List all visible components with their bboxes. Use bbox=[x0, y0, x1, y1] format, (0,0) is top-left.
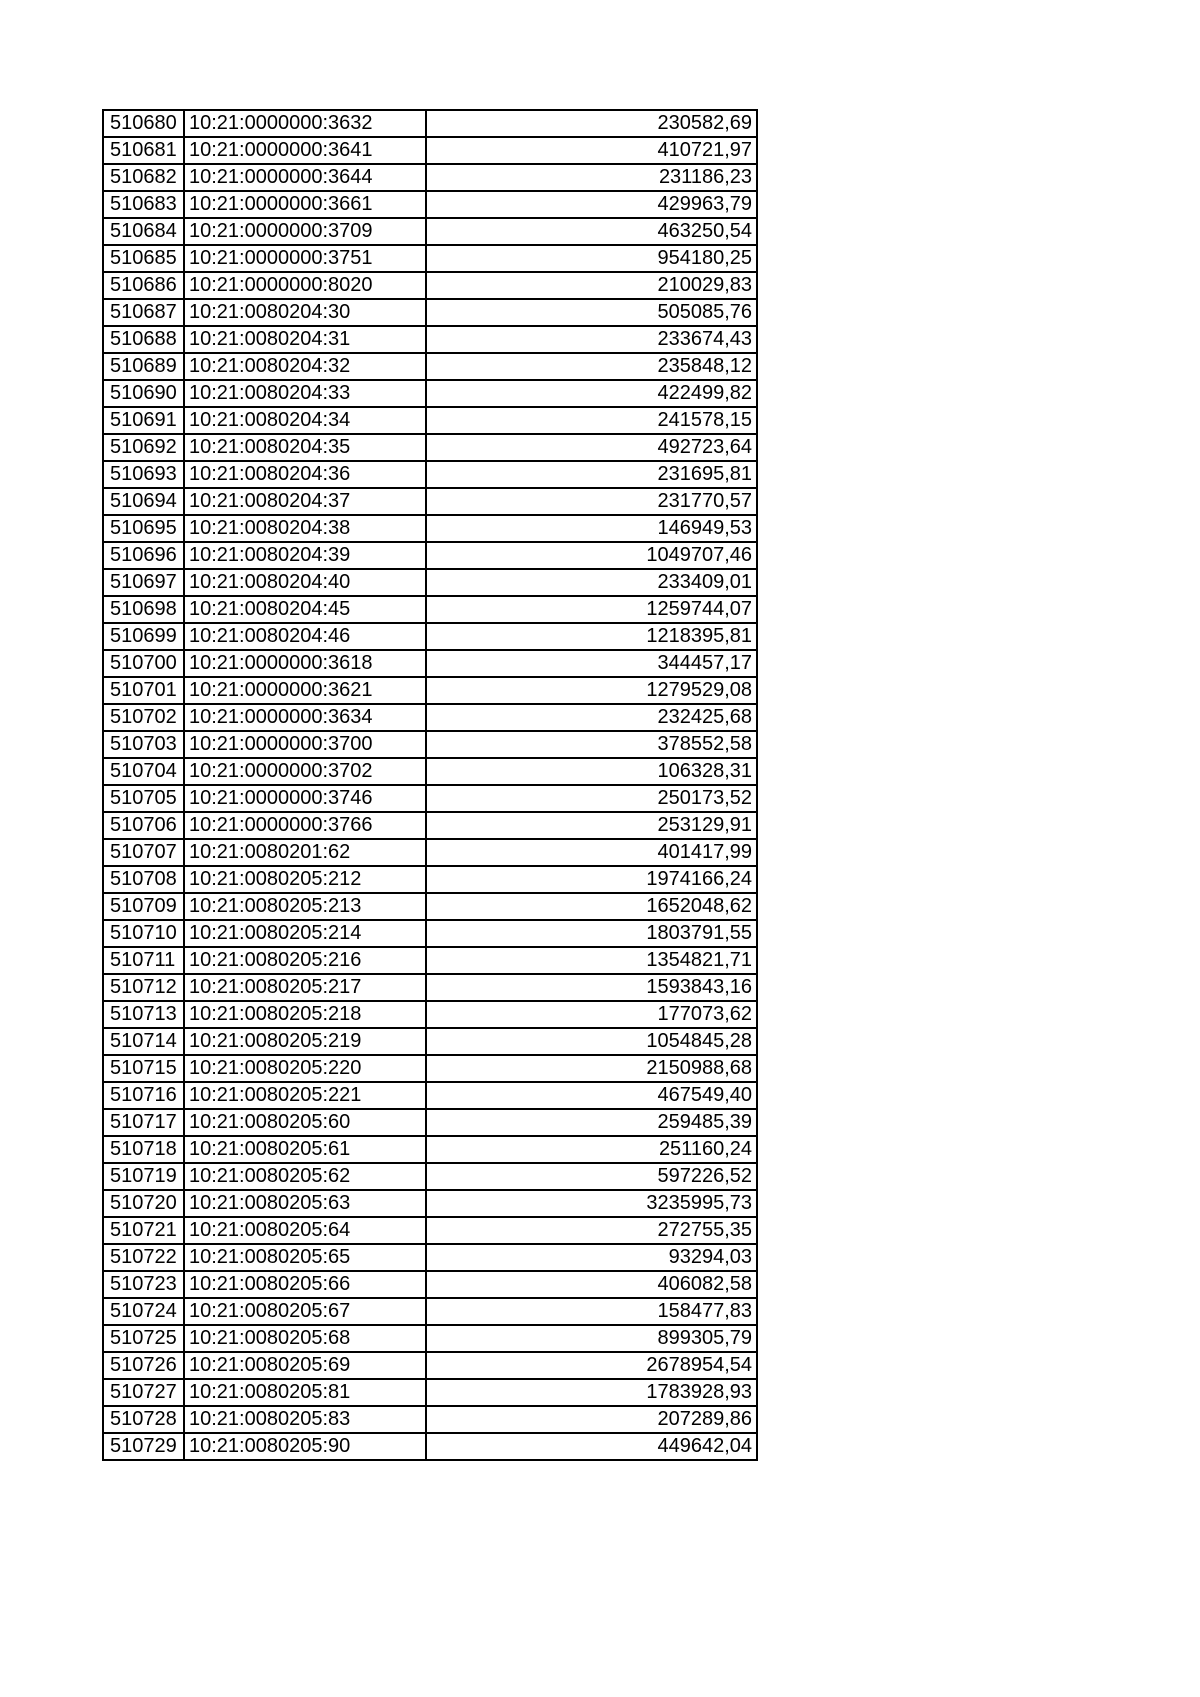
cadastral-number-cell: 10:21:0000000:3661 bbox=[184, 191, 426, 218]
table-row bbox=[103, 920, 757, 947]
row-id-cell: 510685 bbox=[103, 245, 184, 272]
table-row bbox=[103, 380, 757, 407]
value-cell: 954180,25 bbox=[426, 245, 757, 272]
cadastral-number-cell: 10:21:0080205:60 bbox=[184, 1109, 426, 1136]
table-row bbox=[103, 1190, 757, 1217]
table-row bbox=[103, 272, 757, 299]
value-cell: 378552,58 bbox=[426, 731, 757, 758]
cadastral-number-cell: 10:21:0080201:62 bbox=[184, 839, 426, 866]
value-cell: 250173,52 bbox=[426, 785, 757, 812]
table-row bbox=[103, 1028, 757, 1055]
value-cell: 2678954,54 bbox=[426, 1352, 757, 1379]
cadastral-number-cell: 10:21:0080204:34 bbox=[184, 407, 426, 434]
cadastral-number-cell: 10:21:0000000:3634 bbox=[184, 704, 426, 731]
cadastral-number-cell: 10:21:0000000:3746 bbox=[184, 785, 426, 812]
cadastral-number-cell: 10:21:0080205:83 bbox=[184, 1406, 426, 1433]
value-cell: 2150988,68 bbox=[426, 1055, 757, 1082]
value-cell: 410721,97 bbox=[426, 137, 757, 164]
row-id-cell: 510689 bbox=[103, 353, 184, 380]
value-cell: 1279529,08 bbox=[426, 677, 757, 704]
cadastral-number-cell: 10:21:0080205:68 bbox=[184, 1325, 426, 1352]
cadastral-number-cell: 10:21:0080204:46 bbox=[184, 623, 426, 650]
cadastral-number-cell: 10:21:0000000:3618 bbox=[184, 650, 426, 677]
table-row bbox=[103, 569, 757, 596]
cadastral-number-cell: 10:21:0080205:90 bbox=[184, 1433, 426, 1460]
cadastral-number-cell: 10:21:0000000:3700 bbox=[184, 731, 426, 758]
row-id-cell: 510699 bbox=[103, 623, 184, 650]
value-cell: 1974166,24 bbox=[426, 866, 757, 893]
cadastral-number-cell: 10:21:0080205:216 bbox=[184, 947, 426, 974]
row-id-cell: 510729 bbox=[103, 1433, 184, 1460]
cadastral-number-cell: 10:21:0080205:217 bbox=[184, 974, 426, 1001]
value-cell: 93294,03 bbox=[426, 1244, 757, 1271]
cadastral-number-cell: 10:21:0000000:8020 bbox=[184, 272, 426, 299]
row-id-cell: 510719 bbox=[103, 1163, 184, 1190]
cadastral-number-cell: 10:21:0080205:212 bbox=[184, 866, 426, 893]
row-id-cell: 510688 bbox=[103, 326, 184, 353]
row-id-cell: 510704 bbox=[103, 758, 184, 785]
row-id-cell: 510708 bbox=[103, 866, 184, 893]
value-cell: 1783928,93 bbox=[426, 1379, 757, 1406]
value-cell: 259485,39 bbox=[426, 1109, 757, 1136]
table-row bbox=[103, 839, 757, 866]
value-cell: 505085,76 bbox=[426, 299, 757, 326]
cadastral-number-cell: 10:21:0000000:3702 bbox=[184, 758, 426, 785]
value-cell: 3235995,73 bbox=[426, 1190, 757, 1217]
table-row bbox=[103, 650, 757, 677]
cadastral-number-cell: 10:21:0080205:63 bbox=[184, 1190, 426, 1217]
cadastral-number-cell: 10:21:0080204:35 bbox=[184, 434, 426, 461]
table-row bbox=[103, 353, 757, 380]
table-row bbox=[103, 1163, 757, 1190]
cadastral-number-cell: 10:21:0080204:32 bbox=[184, 353, 426, 380]
value-cell: 1218395,81 bbox=[426, 623, 757, 650]
cadastral-number-cell: 10:21:0080204:36 bbox=[184, 461, 426, 488]
row-id-cell: 510680 bbox=[103, 110, 184, 137]
cadastral-number-cell: 10:21:0080205:67 bbox=[184, 1298, 426, 1325]
value-cell: 422499,82 bbox=[426, 380, 757, 407]
row-id-cell: 510721 bbox=[103, 1217, 184, 1244]
value-cell: 1803791,55 bbox=[426, 920, 757, 947]
table-row bbox=[103, 245, 757, 272]
table-row bbox=[103, 218, 757, 245]
row-id-cell: 510707 bbox=[103, 839, 184, 866]
row-id-cell: 510705 bbox=[103, 785, 184, 812]
table-row bbox=[103, 1082, 757, 1109]
value-cell: 231770,57 bbox=[426, 488, 757, 515]
row-id-cell: 510692 bbox=[103, 434, 184, 461]
value-cell: 106328,31 bbox=[426, 758, 757, 785]
row-id-cell: 510723 bbox=[103, 1271, 184, 1298]
row-id-cell: 510700 bbox=[103, 650, 184, 677]
row-id-cell: 510690 bbox=[103, 380, 184, 407]
value-cell: 449642,04 bbox=[426, 1433, 757, 1460]
table-row bbox=[103, 1055, 757, 1082]
cadastral-number-cell: 10:21:0000000:3766 bbox=[184, 812, 426, 839]
table-row bbox=[103, 164, 757, 191]
cadastral-number-cell: 10:21:0080204:30 bbox=[184, 299, 426, 326]
value-cell: 253129,91 bbox=[426, 812, 757, 839]
value-cell: 463250,54 bbox=[426, 218, 757, 245]
cadastral-number-cell: 10:21:0000000:3641 bbox=[184, 137, 426, 164]
cadastral-number-cell: 10:21:0000000:3621 bbox=[184, 677, 426, 704]
cadastral-number-cell: 10:21:0080205:221 bbox=[184, 1082, 426, 1109]
table-row bbox=[103, 515, 757, 542]
table-row bbox=[103, 542, 757, 569]
row-id-cell: 510694 bbox=[103, 488, 184, 515]
value-cell: 1259744,07 bbox=[426, 596, 757, 623]
value-cell: 233674,43 bbox=[426, 326, 757, 353]
row-id-cell: 510691 bbox=[103, 407, 184, 434]
value-cell: 899305,79 bbox=[426, 1325, 757, 1352]
table-row bbox=[103, 1325, 757, 1352]
table-row bbox=[103, 1406, 757, 1433]
table-row bbox=[103, 1271, 757, 1298]
row-id-cell: 510712 bbox=[103, 974, 184, 1001]
cadastral-number-cell: 10:21:0080204:40 bbox=[184, 569, 426, 596]
value-cell: 241578,15 bbox=[426, 407, 757, 434]
row-id-cell: 510683 bbox=[103, 191, 184, 218]
row-id-cell: 510727 bbox=[103, 1379, 184, 1406]
value-cell: 231186,23 bbox=[426, 164, 757, 191]
row-id-cell: 510695 bbox=[103, 515, 184, 542]
cadastral-number-cell: 10:21:0080205:64 bbox=[184, 1217, 426, 1244]
value-cell: 492723,64 bbox=[426, 434, 757, 461]
table-row bbox=[103, 731, 757, 758]
cadastral-number-cell: 10:21:0080205:66 bbox=[184, 1271, 426, 1298]
table-row bbox=[103, 1352, 757, 1379]
value-cell: 233409,01 bbox=[426, 569, 757, 596]
table-row bbox=[103, 407, 757, 434]
cadastral-number-cell: 10:21:0080204:33 bbox=[184, 380, 426, 407]
table-row bbox=[103, 1109, 757, 1136]
table-row bbox=[103, 1379, 757, 1406]
table-row bbox=[103, 137, 757, 164]
table-row bbox=[103, 758, 757, 785]
cadastral-number-cell: 10:21:0080205:81 bbox=[184, 1379, 426, 1406]
cadastral-number-cell: 10:21:0080205:220 bbox=[184, 1055, 426, 1082]
row-id-cell: 510701 bbox=[103, 677, 184, 704]
table-row bbox=[103, 1433, 757, 1460]
value-cell: 1593843,16 bbox=[426, 974, 757, 1001]
row-id-cell: 510718 bbox=[103, 1136, 184, 1163]
value-cell: 232425,68 bbox=[426, 704, 757, 731]
value-cell: 429963,79 bbox=[426, 191, 757, 218]
table-row bbox=[103, 434, 757, 461]
value-cell: 1049707,46 bbox=[426, 542, 757, 569]
row-id-cell: 510710 bbox=[103, 920, 184, 947]
table-row bbox=[103, 623, 757, 650]
cadastral-number-cell: 10:21:0000000:3644 bbox=[184, 164, 426, 191]
value-cell: 146949,53 bbox=[426, 515, 757, 542]
value-cell: 344457,17 bbox=[426, 650, 757, 677]
row-id-cell: 510715 bbox=[103, 1055, 184, 1082]
row-id-cell: 510696 bbox=[103, 542, 184, 569]
table-row bbox=[103, 110, 757, 137]
row-id-cell: 510717 bbox=[103, 1109, 184, 1136]
cadastral-number-cell: 10:21:0080205:62 bbox=[184, 1163, 426, 1190]
row-id-cell: 510698 bbox=[103, 596, 184, 623]
cadastral-number-cell: 10:21:0080204:45 bbox=[184, 596, 426, 623]
row-id-cell: 510726 bbox=[103, 1352, 184, 1379]
value-cell: 272755,35 bbox=[426, 1217, 757, 1244]
value-cell: 401417,99 bbox=[426, 839, 757, 866]
table-row bbox=[103, 893, 757, 920]
row-id-cell: 510684 bbox=[103, 218, 184, 245]
table-row bbox=[103, 299, 757, 326]
table-row bbox=[103, 488, 757, 515]
value-cell: 597226,52 bbox=[426, 1163, 757, 1190]
table-row bbox=[103, 191, 757, 218]
table-body bbox=[103, 110, 757, 1460]
cadastral-number-cell: 10:21:0000000:3632 bbox=[184, 110, 426, 137]
row-id-cell: 510711 bbox=[103, 947, 184, 974]
value-cell: 1354821,71 bbox=[426, 947, 757, 974]
value-cell: 207289,86 bbox=[426, 1406, 757, 1433]
cadastral-number-cell: 10:21:0000000:3709 bbox=[184, 218, 426, 245]
value-cell: 158477,83 bbox=[426, 1298, 757, 1325]
row-id-cell: 510725 bbox=[103, 1325, 184, 1352]
cadastral-number-cell: 10:21:0080204:31 bbox=[184, 326, 426, 353]
table-row bbox=[103, 1136, 757, 1163]
cadastral-number-cell: 10:21:0080204:38 bbox=[184, 515, 426, 542]
row-id-cell: 510686 bbox=[103, 272, 184, 299]
cadastral-number-cell: 10:21:0080205:69 bbox=[184, 1352, 426, 1379]
cadastral-number-cell: 10:21:0080205:214 bbox=[184, 920, 426, 947]
table-row bbox=[103, 1298, 757, 1325]
table-row bbox=[103, 704, 757, 731]
row-id-cell: 510682 bbox=[103, 164, 184, 191]
row-id-cell: 510722 bbox=[103, 1244, 184, 1271]
value-cell: 230582,69 bbox=[426, 110, 757, 137]
cadastral-number-cell: 10:21:0080204:39 bbox=[184, 542, 426, 569]
value-cell: 231695,81 bbox=[426, 461, 757, 488]
row-id-cell: 510702 bbox=[103, 704, 184, 731]
table-row bbox=[103, 596, 757, 623]
cadastral-number-cell: 10:21:0080205:61 bbox=[184, 1136, 426, 1163]
row-id-cell: 510720 bbox=[103, 1190, 184, 1217]
cadastral-number-cell: 10:21:0080205:219 bbox=[184, 1028, 426, 1055]
table-row bbox=[103, 461, 757, 488]
value-cell: 210029,83 bbox=[426, 272, 757, 299]
value-cell: 251160,24 bbox=[426, 1136, 757, 1163]
table-row bbox=[103, 974, 757, 1001]
row-id-cell: 510693 bbox=[103, 461, 184, 488]
row-id-cell: 510703 bbox=[103, 731, 184, 758]
table-row bbox=[103, 1244, 757, 1271]
cadastral-number-cell: 10:21:0000000:3751 bbox=[184, 245, 426, 272]
table-row bbox=[103, 785, 757, 812]
table-row bbox=[103, 866, 757, 893]
row-id-cell: 510714 bbox=[103, 1028, 184, 1055]
row-id-cell: 510716 bbox=[103, 1082, 184, 1109]
cadastral-number-cell: 10:21:0080205:65 bbox=[184, 1244, 426, 1271]
value-cell: 235848,12 bbox=[426, 353, 757, 380]
row-id-cell: 510724 bbox=[103, 1298, 184, 1325]
table-row bbox=[103, 812, 757, 839]
value-cell: 177073,62 bbox=[426, 1001, 757, 1028]
table-row bbox=[103, 677, 757, 704]
row-id-cell: 510706 bbox=[103, 812, 184, 839]
table-row bbox=[103, 1217, 757, 1244]
row-id-cell: 510713 bbox=[103, 1001, 184, 1028]
value-cell: 406082,58 bbox=[426, 1271, 757, 1298]
cadastral-number-cell: 10:21:0080205:218 bbox=[184, 1001, 426, 1028]
cadastral-number-cell: 10:21:0080204:37 bbox=[184, 488, 426, 515]
row-id-cell: 510681 bbox=[103, 137, 184, 164]
value-cell: 1652048,62 bbox=[426, 893, 757, 920]
table-row bbox=[103, 947, 757, 974]
row-id-cell: 510709 bbox=[103, 893, 184, 920]
table-row bbox=[103, 1001, 757, 1028]
data-table bbox=[102, 109, 758, 1461]
row-id-cell: 510687 bbox=[103, 299, 184, 326]
value-cell: 467549,40 bbox=[426, 1082, 757, 1109]
row-id-cell: 510728 bbox=[103, 1406, 184, 1433]
table-row bbox=[103, 326, 757, 353]
cadastral-number-cell: 10:21:0080205:213 bbox=[184, 893, 426, 920]
value-cell: 1054845,28 bbox=[426, 1028, 757, 1055]
row-id-cell: 510697 bbox=[103, 569, 184, 596]
